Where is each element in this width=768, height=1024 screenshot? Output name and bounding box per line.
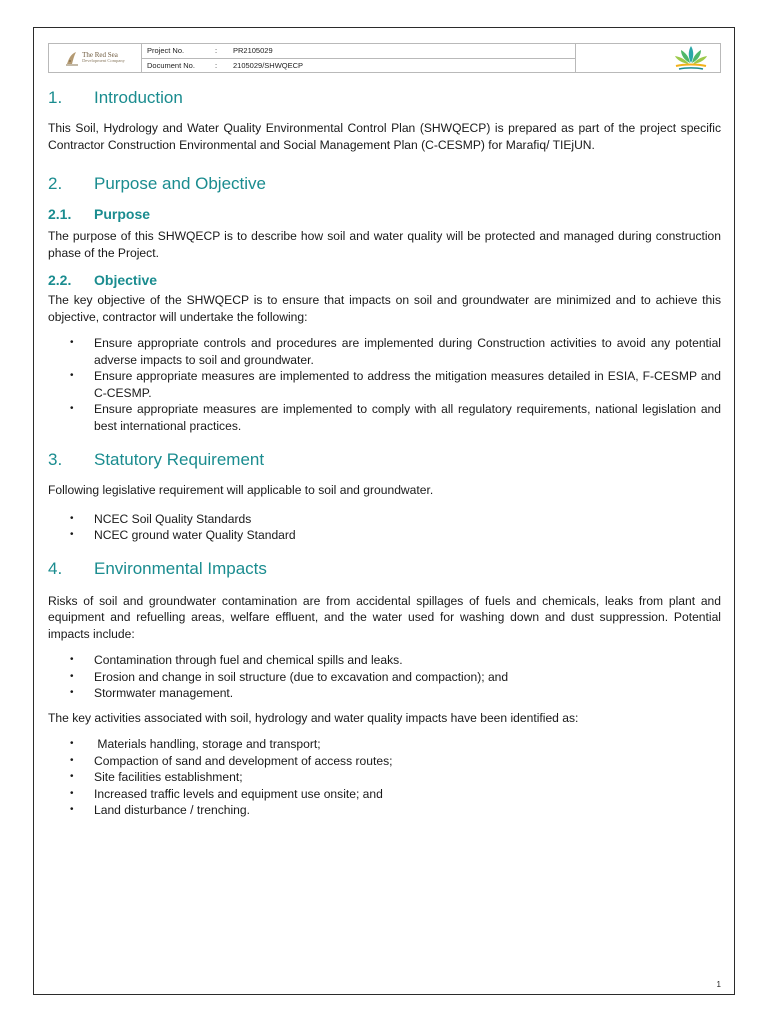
list-item: • Ensure appropriate controls and procedures are implemented during Construction activities to avoid any potential adverse impacts to soil and groundwater. bbox=[48, 335, 721, 368]
section-heading-environmental-impacts bbox=[48, 559, 721, 579]
section-title: Statutory Requirement bbox=[94, 450, 265, 469]
section-number: 4. bbox=[48, 558, 63, 578]
bullet-list bbox=[48, 511, 721, 544]
section-number: 1. bbox=[48, 88, 63, 107]
section-heading-introduction bbox=[48, 88, 721, 108]
red-sea-emblem-icon bbox=[65, 50, 79, 66]
project-label: Project No. bbox=[147, 46, 185, 56]
paragraph: The key activities associated with soil, hydrology and water quality impacts have been identified as: bbox=[48, 710, 579, 725]
section-title: Introduction bbox=[94, 88, 183, 107]
subsection-heading-objective bbox=[48, 272, 721, 288]
subsection-title: Purpose bbox=[94, 206, 151, 222]
list-item: • Materials handling, storage and transport; bbox=[48, 736, 721, 753]
subsection-title: Objective bbox=[94, 272, 158, 288]
header-meta bbox=[142, 44, 576, 72]
section-number: 3. bbox=[48, 450, 63, 469]
lotus-logo-icon bbox=[670, 45, 712, 71]
section-heading-statutory bbox=[48, 450, 721, 470]
subsection-heading-purpose bbox=[48, 206, 721, 222]
document-row bbox=[142, 58, 575, 73]
separator: : bbox=[215, 46, 218, 56]
list-item: • Contamination through fuel and chemical spills and leaks. bbox=[48, 652, 721, 669]
list-item: • Site facilities establishment; bbox=[48, 769, 721, 786]
project-row bbox=[142, 44, 575, 58]
company-sub: Development Company bbox=[82, 58, 125, 64]
contractor-logo bbox=[576, 44, 720, 72]
list-item: • Ensure appropriate measures are implemented to comply with all regulatory requirements, national legislation and best international practices. bbox=[48, 401, 721, 434]
paragraph: Risks of soil and groundwater contamination are from accidental spillages of fuels and chemicals, leaks from plant and equipment and refuelling areas, welfare effluent, and the water used for washing down and dust suppression. Potential impacts include: bbox=[48, 593, 721, 641]
bullet-list bbox=[48, 736, 721, 819]
paragraph: This Soil, Hydrology and Water Quality Environmental Control Plan (SHWQECP) is prepared as part of the project specific Contractor Construction Environmental and Social Management Plan (C-CESMP) for Marafiq/ TIEjUN. bbox=[48, 121, 721, 152]
page-number: 1 bbox=[716, 980, 721, 989]
list-item: • Stormwater management. bbox=[48, 685, 721, 702]
bullet-list bbox=[48, 335, 721, 434]
section-title: Environmental Impacts bbox=[94, 558, 267, 578]
document-body bbox=[48, 88, 721, 819]
list-item: • Erosion and change in soil structure (due to excavation and compaction); and bbox=[48, 669, 721, 686]
list-item: • Ensure appropriate measures are implemented to address the mitigation measures detailed in ESIA, F-CESMP and C-CESMP. bbox=[48, 368, 721, 401]
section-heading-purpose-objective bbox=[48, 174, 721, 194]
bullet-list bbox=[48, 652, 721, 702]
list-item: • Land disturbance / trenching. bbox=[48, 802, 721, 819]
document-label: Document No. bbox=[147, 60, 195, 70]
company-name: The Red Sea bbox=[82, 51, 118, 60]
list-item: • Compaction of sand and development of access routes; bbox=[48, 753, 721, 770]
section-number: 2. bbox=[48, 174, 63, 193]
list-item: • NCEC ground water Quality Standard bbox=[48, 527, 721, 544]
separator: : bbox=[215, 60, 218, 70]
subsection-number: 2.2. bbox=[48, 272, 72, 288]
paragraph: The purpose of this SHWQECP is to describe how soil and water quality will be protected and managed during construction phase of the Project. bbox=[48, 229, 721, 260]
section-title: Purpose and Objective bbox=[94, 174, 266, 193]
project-value: PR2105029 bbox=[233, 46, 273, 56]
document-header bbox=[48, 43, 721, 73]
paragraph: Following legislative requirement will applicable to soil and groundwater. bbox=[48, 483, 434, 497]
list-item: • Increased traffic levels and equipment use onsite; and bbox=[48, 786, 721, 803]
paragraph: The key objective of the SHWQECP is to ensure that impacts on soil and groundwater are minimized and to achieve this objective, contractor will undertake the following: bbox=[48, 293, 721, 324]
document-value: 2105029/SHWQECP bbox=[233, 60, 304, 70]
red-sea-logo bbox=[49, 44, 142, 72]
list-item: • NCEC Soil Quality Standards bbox=[48, 511, 721, 528]
subsection-number: 2.1. bbox=[48, 206, 72, 222]
